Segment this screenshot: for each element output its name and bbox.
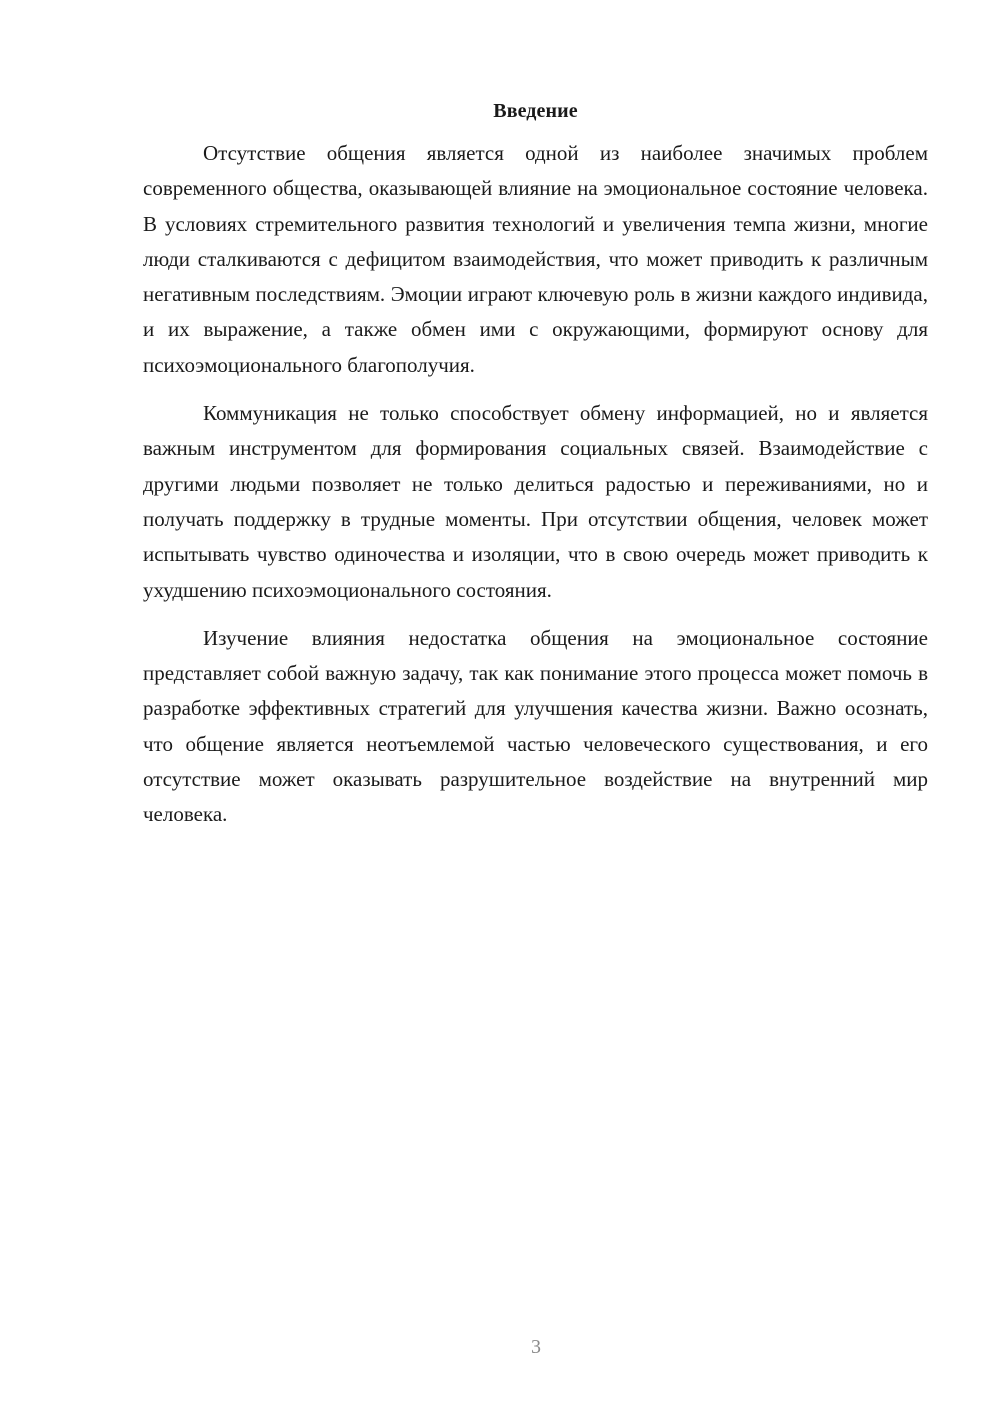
paragraph-3: Изучение влияния недостатка общения на эмоциональное состояние представляет собой важную задачу, так как понимание этого процесса может помочь в разработке эффективных стратегий для улучшения качества жизни. Важно осознать, что общение является неотъемлемой частью человеческого существования, и его отсутствие может оказывать разрушительное воздействие на внутренний мир человека. [143,625,928,827]
page-body [143,96,928,846]
paragraph-2: Коммуникация не только способствует обмену информацией, но и является важным инструментом для формирования социальных связей. Взаимодействие с другими людьми позволяет не только делиться радостью и переживаниями, но и получать поддержку в трудные моменты. При отсутствии общения, человек может испытывать чувство одиночества и изоляции, что в свою очередь может приводить к ухудшению психоэмоционального состояния. [143,401,928,602]
section-heading: Введение [493,100,578,122]
paragraph-1: Отсутствие общения является одной из наиболее значимых проблем современного общества, оказывающей влияние на эмоциональное состояние человека. В условиях стремительного развития технологий и увеличения темпа жизни, многие люди сталкиваются с дефицитом взаимодействия, что может приводить к различным негативным последствиям. Эмоции играют ключевую роль в жизни каждого индивида, и их выражение, а также обмен ими с окружающими, формируют основу для психоэмоционального благополучия. [143,141,928,377]
page-number: 3 [531,1336,541,1358]
